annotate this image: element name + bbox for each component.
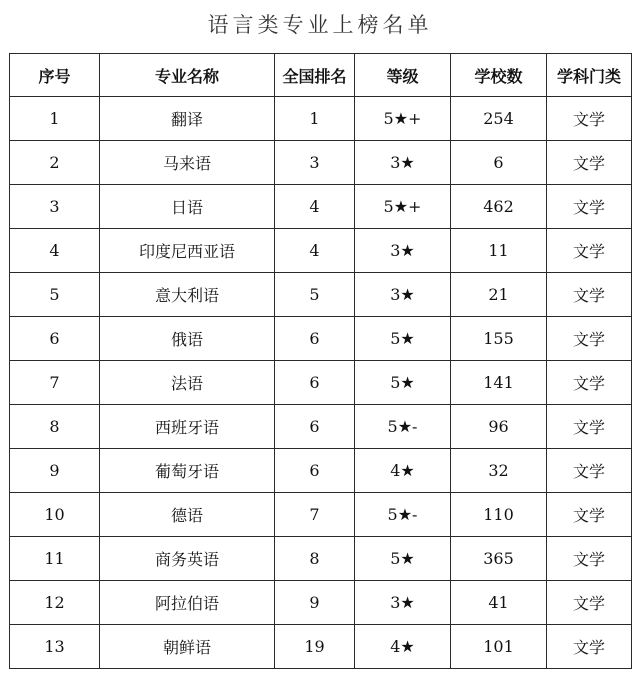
column-header-rank: 全国排名 — [275, 54, 355, 97]
cell-no: 6 — [10, 317, 100, 361]
column-header-no: 序号 — [10, 54, 100, 97]
cell-grade: 5★ — [355, 537, 451, 581]
cell-schools: 96 — [451, 405, 547, 449]
cell-major: 翻译 — [100, 97, 275, 141]
cell-rank: 5 — [275, 273, 355, 317]
table-row — [10, 493, 632, 537]
table-row — [10, 625, 632, 669]
cell-rank: 7 — [275, 493, 355, 537]
cell-grade: 5★+ — [355, 185, 451, 229]
cell-no: 12 — [10, 581, 100, 625]
cell-rank: 6 — [275, 449, 355, 493]
cell-category: 文学 — [547, 229, 632, 273]
cell-schools: 6 — [451, 141, 547, 185]
cell-no: 10 — [10, 493, 100, 537]
table-row — [10, 317, 632, 361]
cell-no: 7 — [10, 361, 100, 405]
cell-category: 文学 — [547, 625, 632, 669]
column-header-major: 专业名称 — [100, 54, 275, 97]
cell-category: 文学 — [547, 97, 632, 141]
cell-schools: 462 — [451, 185, 547, 229]
cell-grade: 3★ — [355, 229, 451, 273]
column-header-schools: 学校数 — [451, 54, 547, 97]
table-row — [10, 185, 632, 229]
cell-category: 文学 — [547, 537, 632, 581]
cell-schools: 21 — [451, 273, 547, 317]
ranking-table — [9, 53, 632, 669]
cell-schools: 254 — [451, 97, 547, 141]
cell-schools: 110 — [451, 493, 547, 537]
cell-grade: 3★ — [355, 141, 451, 185]
cell-grade: 5★ — [355, 317, 451, 361]
cell-rank: 4 — [275, 229, 355, 273]
table-row — [10, 229, 632, 273]
cell-no: 13 — [10, 625, 100, 669]
cell-major: 法语 — [100, 361, 275, 405]
cell-grade: 4★ — [355, 625, 451, 669]
table-row — [10, 449, 632, 493]
cell-no: 5 — [10, 273, 100, 317]
cell-rank: 8 — [275, 537, 355, 581]
table-row — [10, 581, 632, 625]
cell-rank: 9 — [275, 581, 355, 625]
cell-grade: 5★- — [355, 405, 451, 449]
cell-major: 朝鲜语 — [100, 625, 275, 669]
cell-schools: 11 — [451, 229, 547, 273]
cell-no: 1 — [10, 97, 100, 141]
cell-category: 文学 — [547, 493, 632, 537]
cell-major: 马来语 — [100, 141, 275, 185]
cell-grade: 3★ — [355, 273, 451, 317]
table-row — [10, 361, 632, 405]
cell-grade: 5★ — [355, 361, 451, 405]
cell-rank: 1 — [275, 97, 355, 141]
table-row — [10, 97, 632, 141]
cell-major: 德语 — [100, 493, 275, 537]
cell-rank: 19 — [275, 625, 355, 669]
cell-major: 葡萄牙语 — [100, 449, 275, 493]
table-row — [10, 405, 632, 449]
cell-major: 商务英语 — [100, 537, 275, 581]
cell-grade: 4★ — [355, 449, 451, 493]
cell-schools: 41 — [451, 581, 547, 625]
cell-major: 阿拉伯语 — [100, 581, 275, 625]
cell-category: 文学 — [547, 185, 632, 229]
cell-rank: 3 — [275, 141, 355, 185]
cell-no: 11 — [10, 537, 100, 581]
cell-category: 文学 — [547, 449, 632, 493]
cell-category: 文学 — [547, 405, 632, 449]
cell-category: 文学 — [547, 273, 632, 317]
cell-major: 西班牙语 — [100, 405, 275, 449]
cell-category: 文学 — [547, 361, 632, 405]
cell-schools: 365 — [451, 537, 547, 581]
cell-no: 8 — [10, 405, 100, 449]
cell-rank: 6 — [275, 317, 355, 361]
table-body — [10, 97, 632, 669]
cell-rank: 6 — [275, 405, 355, 449]
cell-schools: 32 — [451, 449, 547, 493]
cell-category: 文学 — [547, 581, 632, 625]
table-row — [10, 537, 632, 581]
cell-no: 3 — [10, 185, 100, 229]
table-row — [10, 273, 632, 317]
table-row — [10, 141, 632, 185]
column-header-category: 学科门类 — [547, 54, 632, 97]
cell-schools: 101 — [451, 625, 547, 669]
page-title: 语言类专业上榜名单 — [207, 13, 433, 37]
cell-major: 俄语 — [100, 317, 275, 361]
cell-no: 9 — [10, 449, 100, 493]
cell-schools: 141 — [451, 361, 547, 405]
cell-major: 印度尼西亚语 — [100, 229, 275, 273]
cell-grade: 5★+ — [355, 97, 451, 141]
cell-major: 意大利语 — [100, 273, 275, 317]
cell-rank: 6 — [275, 361, 355, 405]
cell-grade: 3★ — [355, 581, 451, 625]
cell-category: 文学 — [547, 141, 632, 185]
cell-grade: 5★- — [355, 493, 451, 537]
cell-no: 2 — [10, 141, 100, 185]
cell-no: 4 — [10, 229, 100, 273]
cell-schools: 155 — [451, 317, 547, 361]
cell-category: 文学 — [547, 317, 632, 361]
table-header-row — [10, 54, 632, 97]
cell-major: 日语 — [100, 185, 275, 229]
column-header-grade: 等级 — [355, 54, 451, 97]
cell-rank: 4 — [275, 185, 355, 229]
